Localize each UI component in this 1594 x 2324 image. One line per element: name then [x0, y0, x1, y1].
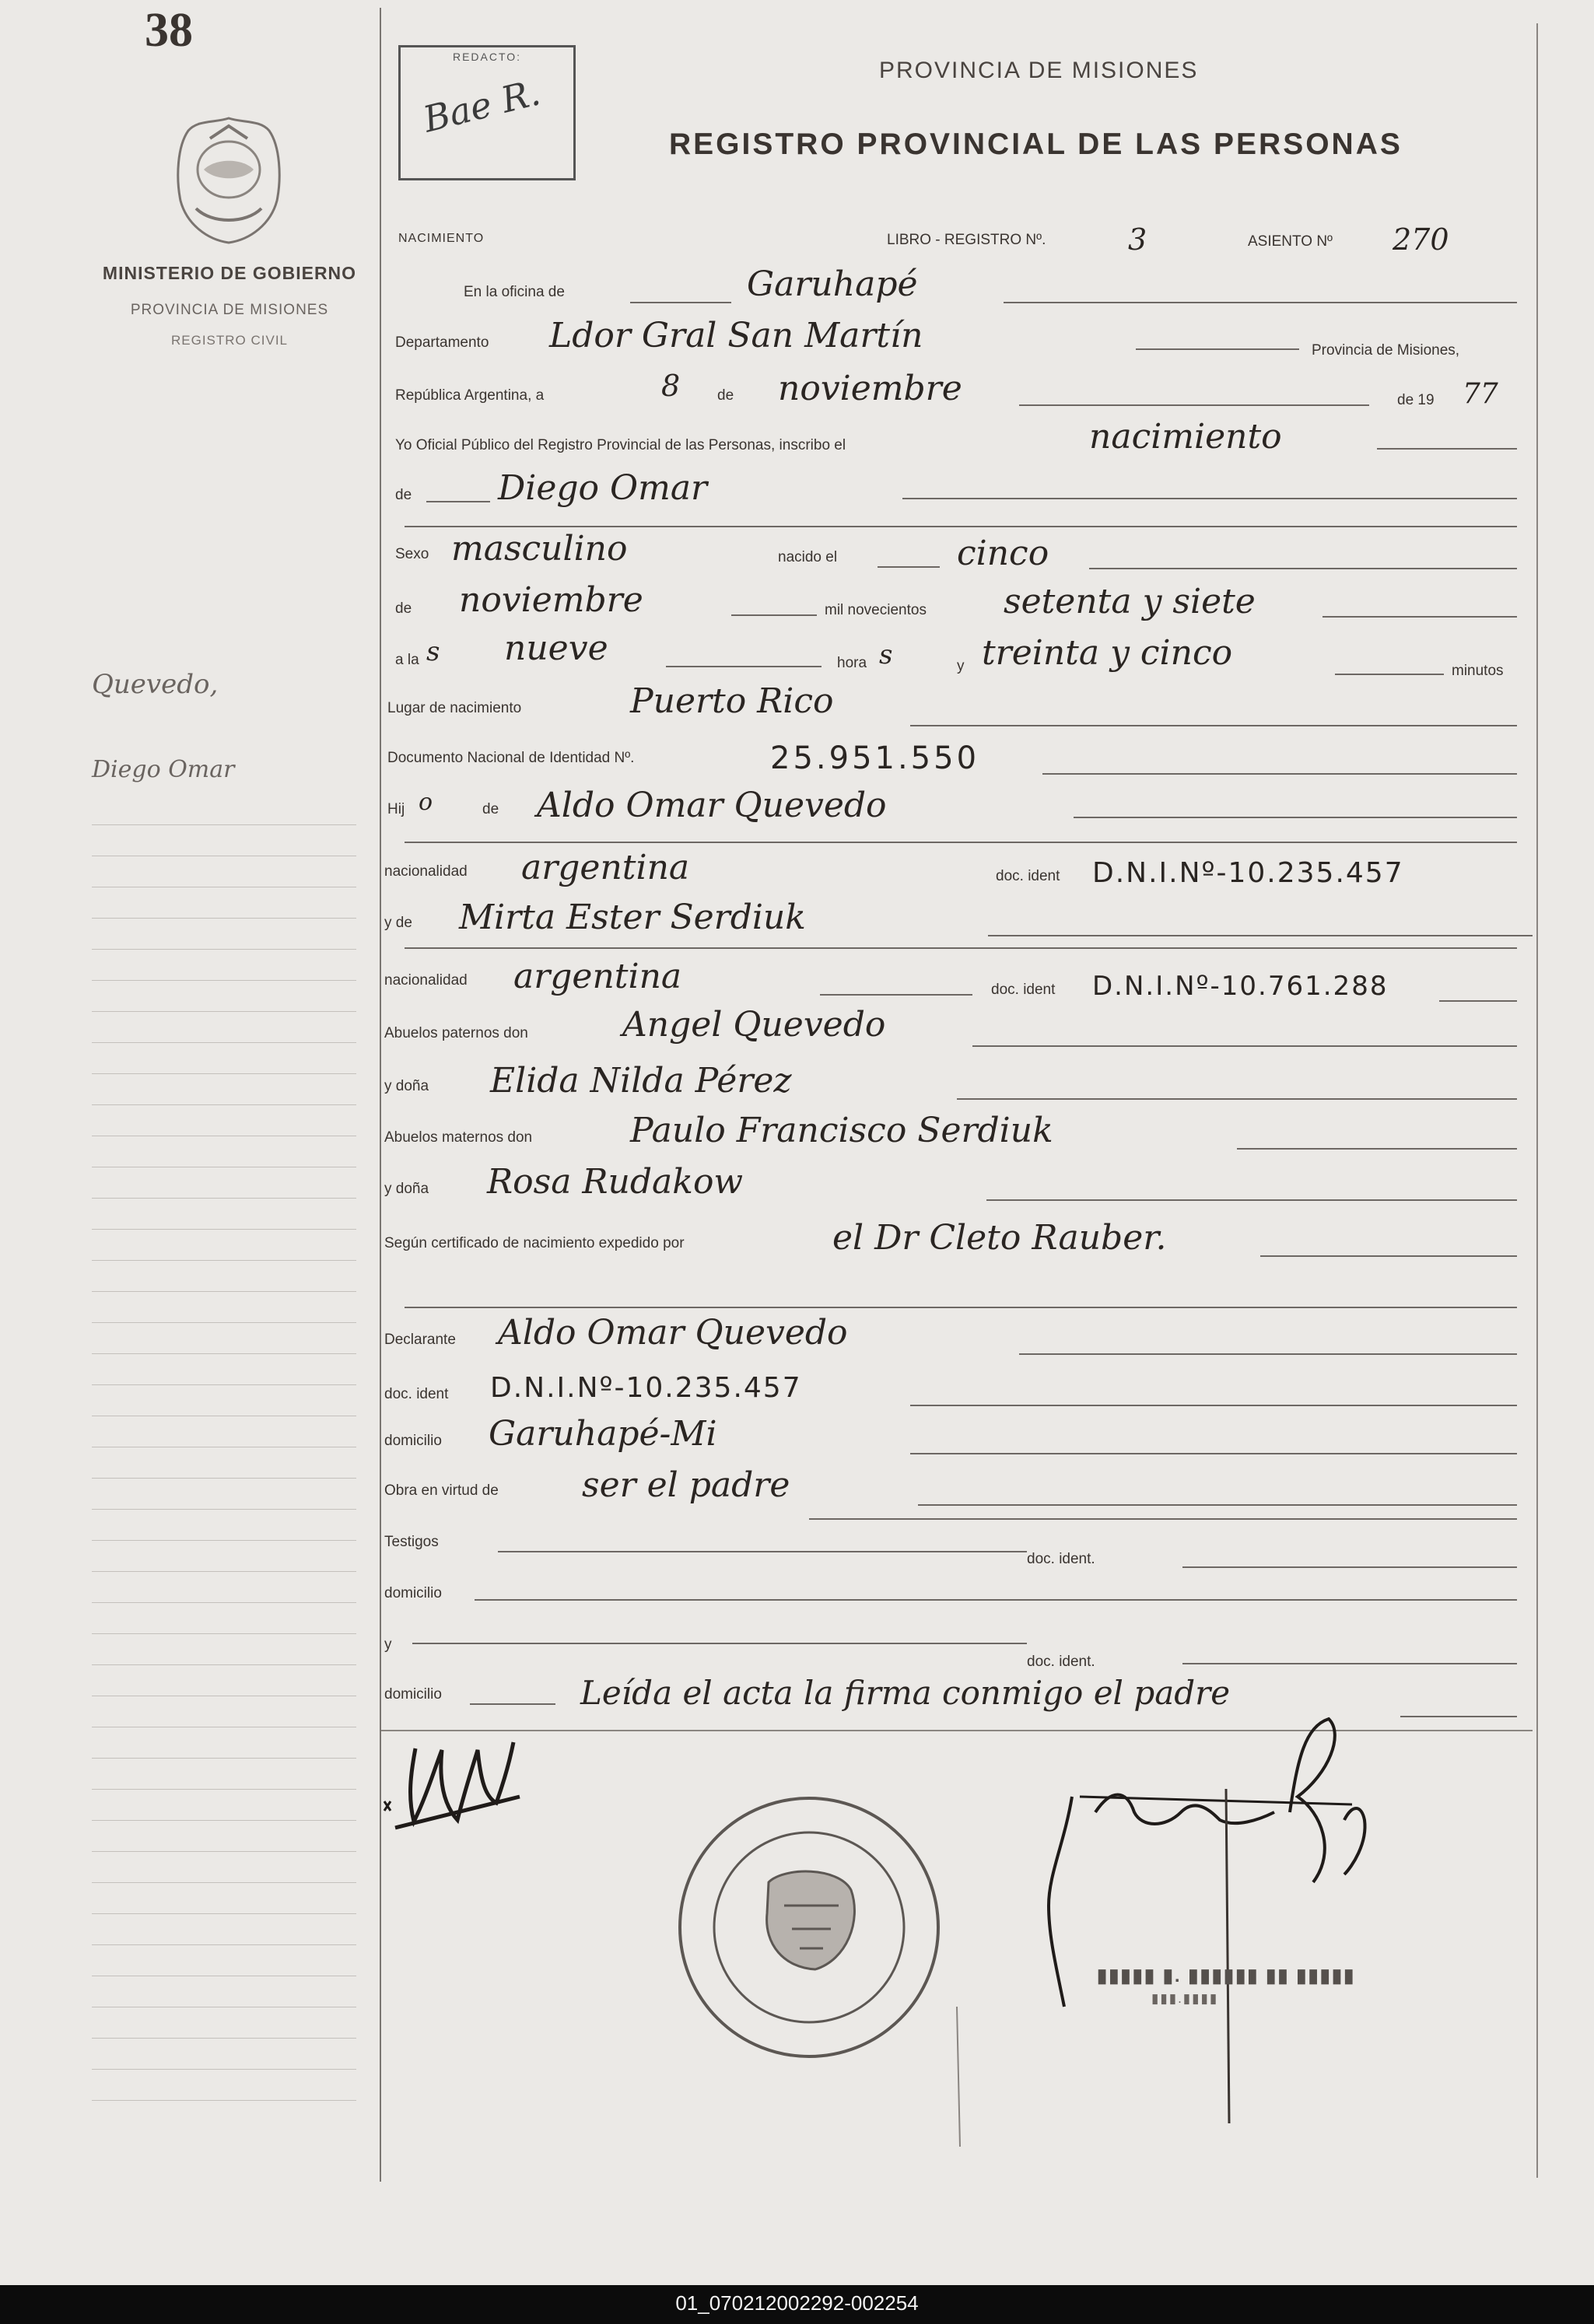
underline	[731, 614, 817, 616]
underline	[412, 1643, 1027, 1644]
margin-rule-line	[92, 1198, 356, 1199]
margin-rule-line	[92, 1260, 356, 1261]
margin-rule-line	[92, 1882, 356, 1883]
official-signature	[1049, 1719, 1365, 2007]
label-y-2: y	[384, 1636, 392, 1653]
label-de-nombre: de	[395, 487, 412, 503]
value-doc-madre: D.N.I.Nº-10.761.288	[1092, 971, 1389, 1002]
underline	[1260, 1255, 1517, 1257]
margin-rule-line	[92, 1073, 356, 1074]
margin-rule-line	[92, 1322, 356, 1323]
label-domicilio-1: domicilio	[384, 1433, 442, 1449]
margin-rule-line	[92, 1011, 356, 1012]
margin-rule-line	[92, 1758, 356, 1759]
value-doc-padre: D.N.I.Nº-10.235.457	[1092, 857, 1404, 889]
underline	[1182, 1663, 1517, 1664]
label-provincia-misiones: Provincia de Misiones,	[1312, 342, 1460, 359]
value-hora-s: s	[426, 636, 440, 667]
value-abuela-paterna: Elida Nilda Pérez	[490, 1061, 792, 1101]
value-dia-nac: cinco	[957, 534, 1049, 573]
margin-rule-line	[92, 1664, 356, 1665]
value-libro: 3	[1128, 222, 1147, 257]
value-padre: Aldo Omar Quevedo	[537, 786, 887, 825]
ministry-name: MINISTERIO DE GOBIERNO	[102, 263, 357, 283]
value-declarante: Aldo Omar Quevedo	[498, 1313, 848, 1353]
official-name-stamp: ▮▮▮▮▮ ▮. ▮▮▮▮▮▮ ▮▮ ▮▮▮▮▮	[1097, 1965, 1356, 1986]
label-republica: República Argentina, a	[395, 387, 545, 404]
value-abuelo-materno: Paulo Francisco Serdiuk	[630, 1111, 1053, 1150]
margin-rule-line	[92, 1602, 356, 1603]
underline	[809, 1518, 1517, 1520]
underline	[405, 842, 1517, 843]
header-title: REGISTRO PROVINCIAL DE LAS PERSONAS	[669, 128, 1403, 161]
underline	[1019, 1353, 1517, 1355]
label-domicilio-3: domicilio	[384, 1686, 442, 1703]
label-lugar: Lugar de nacimiento	[387, 700, 522, 716]
margin-note-surname: Quevedo,	[92, 669, 219, 700]
ministry-province: PROVINCIA DE MISIONES	[130, 302, 329, 318]
page-number: 38	[145, 4, 193, 57]
label-nacido-el: nacido el	[778, 549, 838, 565]
label-nacimiento: NACIMIENTO	[398, 232, 485, 245]
value-nac-madre: argentina	[513, 957, 682, 996]
margin-rule-line	[92, 1540, 356, 1541]
label-nacionalidad-1: nacionalidad	[384, 863, 468, 880]
header-province: PROVINCIA DE MISIONES	[879, 58, 1199, 83]
label-doc-ident-1: doc. ident	[996, 868, 1060, 884]
value-abuela-materna: Rosa Rudakow	[487, 1162, 744, 1202]
label-de-mes: de	[395, 600, 412, 617]
value-anio: 77	[1463, 378, 1498, 410]
underline	[1377, 448, 1517, 450]
underline	[1019, 404, 1369, 406]
label-y-dona-1: y doña	[384, 1078, 429, 1094]
father-signature	[384, 1742, 520, 1828]
value-sexo: masculino	[451, 529, 628, 569]
underline	[986, 1199, 1517, 1201]
underline	[666, 666, 822, 667]
label-dni: Documento Nacional de Identidad Nº.	[387, 750, 635, 766]
underline	[498, 1551, 1027, 1552]
label-y-dona-2: y doña	[384, 1181, 429, 1197]
underline	[1439, 1000, 1517, 1002]
value-nac-padre: argentina	[521, 848, 690, 887]
margin-rule-line	[92, 918, 356, 919]
margin-rule-line	[92, 2100, 356, 2101]
label-doc-ident-4: doc. ident.	[1027, 1551, 1095, 1567]
official-title-stamp: ▮▮▮.▮▮▮▮	[1151, 1991, 1219, 2006]
underline	[1074, 817, 1517, 818]
value-hora-s2: s	[879, 639, 893, 670]
value-domicilio: Garuhapé-Mi	[489, 1414, 717, 1454]
underline	[918, 1504, 1517, 1506]
label-declarante: Declarante	[384, 1332, 456, 1348]
margin-rule-line	[92, 1042, 356, 1043]
label-nacionalidad-2: nacionalidad	[384, 972, 468, 989]
underline	[972, 1045, 1517, 1047]
value-anio-nac: setenta y siete	[1004, 582, 1256, 621]
margin-note-given-names: Diego Omar	[92, 756, 235, 783]
margin-rule-line	[92, 1571, 356, 1572]
margin-rule-line	[92, 2069, 356, 2070]
value-oficina: Garuhapé	[747, 264, 918, 304]
underline	[1089, 568, 1517, 569]
label-doc-ident-3: doc. ident	[384, 1386, 449, 1402]
value-hijo-suffix: o	[419, 789, 433, 816]
underline	[475, 1599, 1517, 1601]
label-departamento: Departamento	[395, 334, 489, 351]
label-oficina: En la oficina de	[464, 284, 565, 300]
value-dni: 25.951.550	[770, 740, 980, 776]
margin-rule-line	[92, 949, 356, 950]
value-cierre: Leída el acta la firma conmigo el padre	[580, 1674, 1231, 1712]
value-mes-nac: noviembre	[459, 580, 643, 620]
margin-rule-line	[92, 1384, 356, 1385]
label-segun: Según certificado de nacimiento expedido por	[384, 1235, 685, 1251]
underline	[470, 1703, 555, 1705]
label-mil-novecientos: mil novecientos	[825, 602, 927, 618]
ministry-registry: REGISTRO CIVIL	[170, 333, 289, 348]
margin-rule-line	[92, 1478, 356, 1479]
value-madre: Mirta Ester Serdiuk	[459, 898, 806, 937]
underline	[988, 935, 1533, 936]
underline	[1237, 1148, 1517, 1150]
label-de-19: de 19	[1397, 392, 1435, 408]
underline	[878, 566, 940, 568]
value-obra: ser el padre	[582, 1465, 790, 1505]
label-a-las: a la	[395, 652, 419, 668]
label-libro: LIBRO - REGISTRO Nº.	[887, 232, 1046, 248]
margin-rule-line	[92, 1509, 356, 1510]
margin-rule-line	[92, 1104, 356, 1105]
underline	[1004, 302, 1517, 303]
label-yo-oficial: Yo Oficial Público del Registro Provincial de las Personas, inscribo el	[395, 437, 846, 453]
underline	[405, 1307, 1517, 1308]
underline	[1322, 616, 1517, 618]
signatures-area	[380, 1711, 1537, 2178]
label-abuelos-maternos: Abuelos maternos don	[384, 1129, 533, 1146]
margin-rule-line	[92, 1353, 356, 1354]
margin-rule-line	[92, 824, 356, 825]
registry-seal	[680, 1798, 938, 2056]
coat-of-arms-icon	[173, 115, 285, 246]
margin-rule-line	[92, 1913, 356, 1914]
value-dia: 8	[661, 369, 681, 403]
label-domicilio-2: domicilio	[384, 1585, 442, 1601]
underline	[910, 725, 1517, 726]
margin-rule-line	[92, 1229, 356, 1230]
underline	[405, 526, 1517, 527]
label-de: de	[717, 387, 734, 404]
label-y-de: y de	[384, 915, 412, 931]
value-acto: nacimiento	[1089, 417, 1282, 457]
stamp-label: REDACTO:	[452, 51, 522, 63]
label-testigos: Testigos	[384, 1534, 439, 1550]
label-abuelos-paternos: Abuelos paternos don	[384, 1025, 528, 1041]
label-doc-ident-5: doc. ident.	[1027, 1654, 1095, 1670]
value-mes: noviembre	[778, 369, 962, 408]
label-sexo: Sexo	[395, 546, 429, 562]
value-nombre: Diego Omar	[498, 468, 708, 508]
margin-rule-line	[92, 1851, 356, 1852]
redacto-stamp	[398, 45, 576, 180]
label-minutos: minutos	[1452, 663, 1504, 679]
underline	[630, 302, 731, 303]
value-lugar: Puerto Rico	[630, 681, 834, 721]
label-hijo-de: de	[482, 801, 499, 817]
margin-rule-line	[92, 1633, 356, 1634]
margin-rule-line	[92, 1820, 356, 1821]
label-hora: hora	[837, 655, 867, 671]
label-y: y	[957, 658, 965, 674]
value-asiento: 270	[1393, 222, 1449, 257]
scan-identifier: 01_070212002292-002254	[675, 2291, 919, 2315]
margin-rule-line	[92, 1789, 356, 1790]
margin-rule-line	[92, 1944, 356, 1945]
underline	[957, 1098, 1517, 1100]
underline	[910, 1405, 1517, 1406]
underline	[910, 1453, 1517, 1454]
underline	[820, 994, 972, 996]
value-abuelo-paterno: Angel Quevedo	[622, 1005, 886, 1045]
underline	[405, 947, 1517, 949]
underline	[1335, 674, 1444, 675]
underline	[1042, 773, 1517, 775]
margin-rule-line	[92, 980, 356, 981]
underline	[1136, 348, 1299, 350]
value-doc-declarante: D.N.I.Nº-10.235.457	[490, 1372, 802, 1404]
label-asiento: ASIENTO Nº	[1248, 233, 1333, 250]
label-doc-ident-2: doc. ident	[991, 982, 1056, 998]
underline	[426, 501, 490, 502]
value-minutos-nac: treinta y cinco	[982, 633, 1233, 673]
value-certificado: el Dr Cleto Rauber.	[832, 1218, 1167, 1258]
underline	[902, 498, 1517, 499]
value-departamento: Ldor Gral San Martín	[549, 316, 923, 355]
label-hijo: Hij	[387, 801, 405, 817]
stamp-initials: Bae R.	[419, 71, 545, 141]
label-obra: Obra en virtud de	[384, 1482, 499, 1499]
margin-rule-line	[92, 1291, 356, 1292]
margin-rule-line	[92, 2038, 356, 2039]
value-hora-nac: nueve	[504, 628, 608, 668]
underline	[1182, 1566, 1517, 1568]
